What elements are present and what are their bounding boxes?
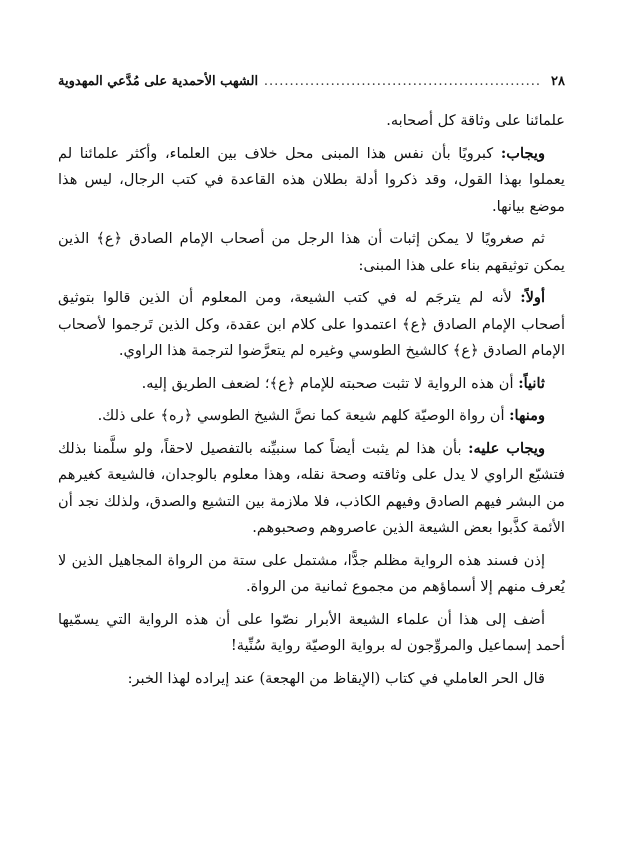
- book-page: [58, 74, 565, 828]
- page-number: ٢٨: [551, 74, 565, 89]
- body-text: [58, 108, 565, 692]
- paragraph: ثم صغرويًا لا يمكن إثبات أن هذا الرجل من أصحاب الإمام الصادق ﴿ع﴾ الذين يمكن توثيقهم بناء على هذا المبنى:: [58, 230, 565, 274]
- paragraph: ويجاب: كبرويًا بأن نفس هذا المبنى محل خلاف بين العلماء، وأكثر علمائنا لم يعملوا بهذا القول، وقد ذكروا أدلة بطلان هذه القاعدة في كتب الرجال، ليس هذا موضع بيانها.: [58, 144, 565, 215]
- leader-dots: [264, 74, 541, 89]
- book-title: الشهب الأحمدية على مُدَّعي المهدوية: [58, 74, 259, 89]
- paragraph: علمائنا على وثاقة كل أصحابه.: [386, 112, 565, 129]
- paragraph: قال الحر العاملي في كتاب (الإيقاظ من الهجعة) عند إيراده لهذا الخبر:: [127, 669, 545, 687]
- paragraph: أولاً: لأنه لم يترجَم له في كتب الشيعة، ومن المعلوم أن الذين قالوا بتوثيق أصحاب الإمام الصادق ﴿ع﴾ اعتمدوا على كلام ابن عقدة، وكل الذين تَرجموا لأصحاب الإمام الصادق ﴿ع﴾ كالشيخ الطوسي وغيره لم يتعرَّضوا لترجمة هذا الراوي.: [58, 289, 565, 359]
- paragraph: إذن فسند هذه الرواية مظلم جدًّا، مشتمل على ستة من الرواة المجاهيل الذين لا يُعرف منهم إلا أسماؤهم من مجموع ثمانية من الرواة.: [58, 551, 565, 595]
- paragraph: ثانياً: أن هذه الرواية لا تثبت صحبته للإمام ﴿ع﴾؛ لضعف الطريق إليه.: [141, 374, 545, 392]
- paragraph: ويجاب عليه: بأن هذا لم يثبت أيضاً كما سنبيِّنه بالتفصيل لاحقاً، ولو سلَّمنا بذلك فتشيّع الراوي لا يدل على وثاقته وصحة نقله، وهذا معلوم بالوجدان، فالشيعة كغيرهم من البشر فيهم الصادق وفيهم الكاذب، فلا ملازمة بين التشيع والصدق، ولذلك نجد أن الأئمة كذَّبوا بعض الشيعة الذين عاصروهم وصحبوهم.: [58, 439, 565, 536]
- paragraph: أضف إلى هذا أن علماء الشيعة الأبرار نصّوا على أن هذه الرواية التي يسمّيها أحمد إسماعيل والمروِّجون له برواية الوصيّة رواية سُنِّية!: [58, 610, 565, 654]
- paragraph: ومنها: أن رواة الوصيّة كلهم شيعة كما نصَّ الشيخ الطوسي ﴿ره﴾ على ذلك.: [97, 407, 545, 424]
- running-header: [58, 74, 565, 96]
